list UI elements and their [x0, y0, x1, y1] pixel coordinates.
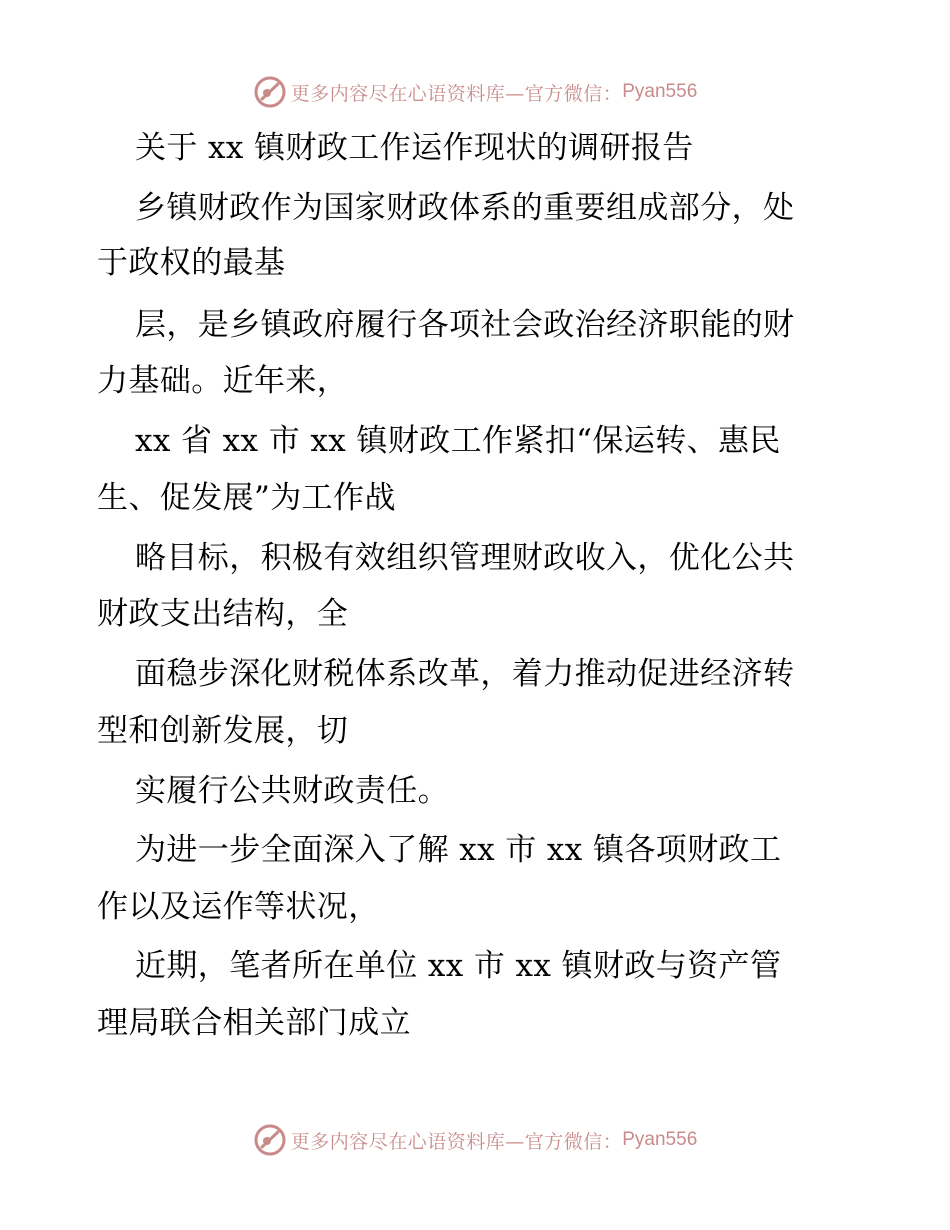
paragraph-line: 为进一步全面深入了解 xx 市 xx 镇各项财政工: [135, 832, 782, 868]
header-watermark: [0, 72, 950, 112]
paragraph-line: 型和创新发展，切: [97, 713, 349, 749]
document-title: 关于 xx 镇财政工作运作现状的调研报告: [135, 130, 694, 166]
paragraph-line: 近期，笔者所在单位 xx 市 xx 镇财政与资产管: [135, 948, 782, 984]
paragraph-line: 实履行公共财政责任。: [135, 773, 449, 809]
watermark-account: Pyan556: [622, 81, 698, 102]
paragraph-line: 理局联合相关部门成立: [97, 1005, 411, 1041]
paragraph-line: 面稳步深化财税体系改革，着力推动促进经济转: [135, 656, 795, 692]
watermark-text: 更多内容尽在心语资料库—官方微信：: [290, 82, 623, 105]
brand-logo-icon: [253, 75, 287, 109]
watermark-text: 更多内容尽在心语资料库—官方微信：: [290, 1130, 623, 1153]
paragraph-line: 力基础。近年来，: [97, 363, 349, 399]
paragraph-line: 财政支出结构，全: [97, 596, 349, 632]
paragraph-line: 作以及运作等状况，: [97, 889, 380, 925]
paragraph-line: 生、促发展”为工作战: [97, 480, 396, 516]
paragraph-line: xx 省 xx 市 xx 镇财政工作紧扣“保运转、惠民: [135, 423, 781, 459]
footer-watermark: [0, 1120, 950, 1160]
paragraph-line: 略目标，积极有效组织管理财政收入，优化公共: [135, 540, 795, 576]
watermark-account: Pyan556: [622, 1129, 698, 1150]
paragraph-line: 层，是乡镇政府履行各项社会政治经济职能的财: [135, 307, 795, 343]
paragraph-line: 乡镇财政作为国家财政体系的重要组成部分，处: [135, 190, 795, 226]
brand-logo-icon: [253, 1123, 287, 1157]
paragraph-line: 于政权的最基: [97, 245, 286, 281]
